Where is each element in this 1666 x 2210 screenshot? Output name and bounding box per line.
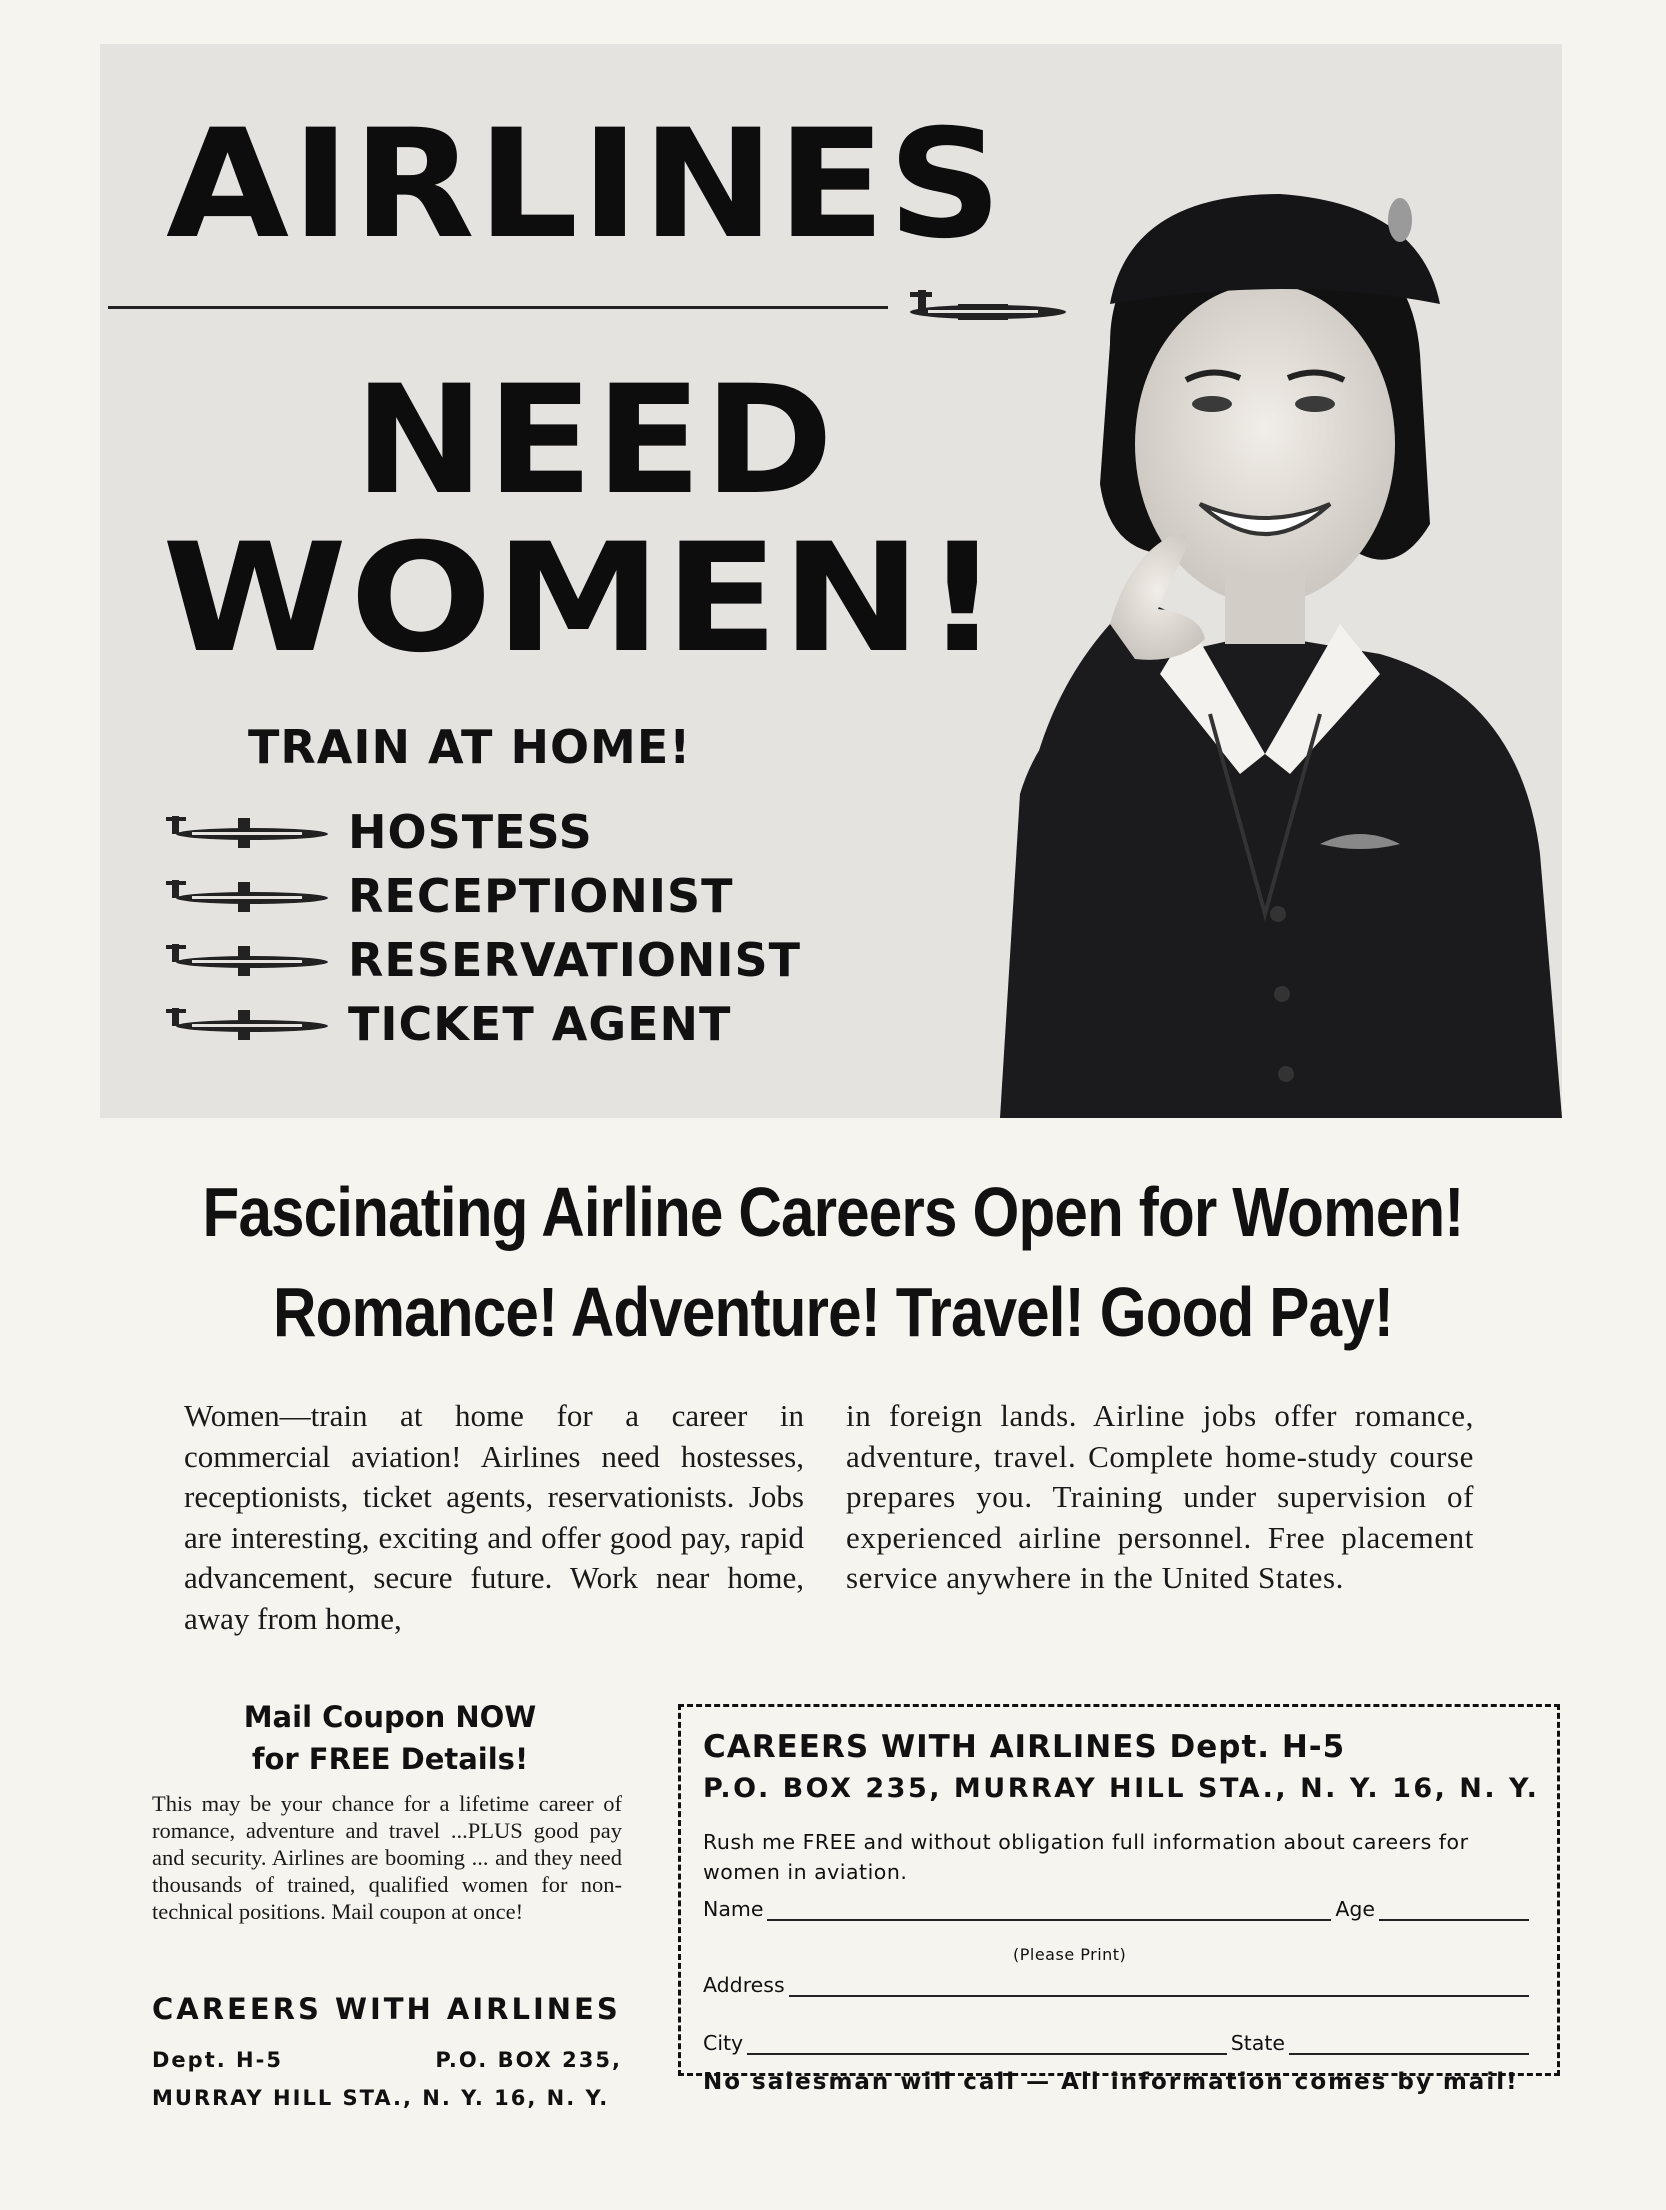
coupon-address: P.O. BOX 235, MURRAY HILL STA., N. Y. 16, N. Y. (703, 1773, 1540, 1804)
address-label: Address (703, 1973, 785, 1997)
state-label: State (1230, 2031, 1285, 2055)
city-label: City (703, 2031, 744, 2055)
train-at-home-heading: TRAIN AT HOME! (248, 720, 692, 774)
job-item-reservationist (162, 928, 801, 992)
name-label: Name (703, 1897, 764, 1921)
flight-attendant-photo (960, 154, 1562, 1118)
body-text-right: in foreign lands. Airline jobs offer romance, adventure, travel. Complete home-study course prepares you. Training under supervision of experienced airline personnel. Free placement service anywhere in the United States. (846, 1398, 1474, 1595)
address-row (703, 1973, 1533, 1997)
headline-need: NEED (354, 354, 836, 528)
age-label: Age (1335, 1897, 1375, 1921)
po-box-label: P.O. BOX 235, (435, 2048, 622, 2072)
job-list (162, 800, 801, 1056)
name-field[interactable] (767, 1901, 1331, 1921)
address-line-2 (152, 2086, 622, 2110)
station-label: MURRAY HILL STA., N. Y. 16, N. Y. (152, 2086, 610, 2110)
state-field[interactable] (1289, 2035, 1529, 2055)
age-field[interactable] (1379, 1901, 1529, 1921)
job-label: RECEPTIONIST (348, 869, 734, 923)
name-age-row (703, 1897, 1533, 1921)
headline-rule (108, 306, 888, 309)
body-text-left: Women—train at home for a career in commercial aviation! Airlines need hostesses, receptionists, ticket agents, reservationists. Jobs are interesting, exciting and offer good pay, rapid advancement, secure future. Work near home, away from home, (184, 1398, 804, 1636)
job-label: HOSTESS (348, 805, 593, 859)
please-print-note: (Please Print) (1013, 1945, 1127, 1964)
subhead-careers: Fascinating Airline Careers Open for Women! (202, 1173, 1464, 1251)
headline-women: WOMEN! (162, 512, 1003, 686)
company-name: CAREERS WITH AIRLINES (152, 1992, 621, 2026)
mail-coupon-text: This may be your chance for a lifetime career of romance, adventure and travel ...PLUS good pay and security. Airlines are booming ... and they need thousands of trained, qualified women for non-technical positions. Mail coupon at once! (152, 1791, 622, 1924)
job-item-ticket-agent (162, 992, 801, 1056)
headline-airlines: AIRLINES (166, 98, 1005, 272)
mail-heading-line1: Mail Coupon NOW (243, 1700, 537, 1734)
city-field[interactable] (747, 2035, 1227, 2055)
job-label: TICKET AGENT (348, 997, 732, 1051)
airplane-icon (162, 876, 332, 916)
coupon-footer-note: No salesman will call — All information comes by mail! (703, 2069, 1519, 2095)
mail-heading-line2: for FREE Details! (251, 1742, 529, 1776)
job-label: RESERVATIONIST (348, 933, 802, 987)
subhead-romance: Romance! Adventure! Travel! Good Pay! (272, 1273, 1394, 1351)
job-item-receptionist (162, 864, 801, 928)
address-field[interactable] (789, 1977, 1529, 1997)
job-item-hostess (162, 800, 801, 864)
airplane-icon (162, 1004, 332, 1044)
airplane-icon (162, 812, 332, 852)
airplane-icon (162, 940, 332, 980)
hero-panel (100, 44, 1562, 1118)
coupon-heading: CAREERS WITH AIRLINES Dept. H-5 (703, 1729, 1346, 1765)
address-line-1 (152, 2048, 622, 2072)
mail-coupon-heading (140, 1696, 640, 1780)
dept-label: Dept. H-5 (152, 2048, 283, 2072)
mail-in-coupon (678, 1704, 1560, 2095)
city-state-row (703, 2031, 1533, 2055)
coupon-request-text: Rush me FREE and without obligation full information about careers for women in aviation. (703, 1830, 1469, 1884)
